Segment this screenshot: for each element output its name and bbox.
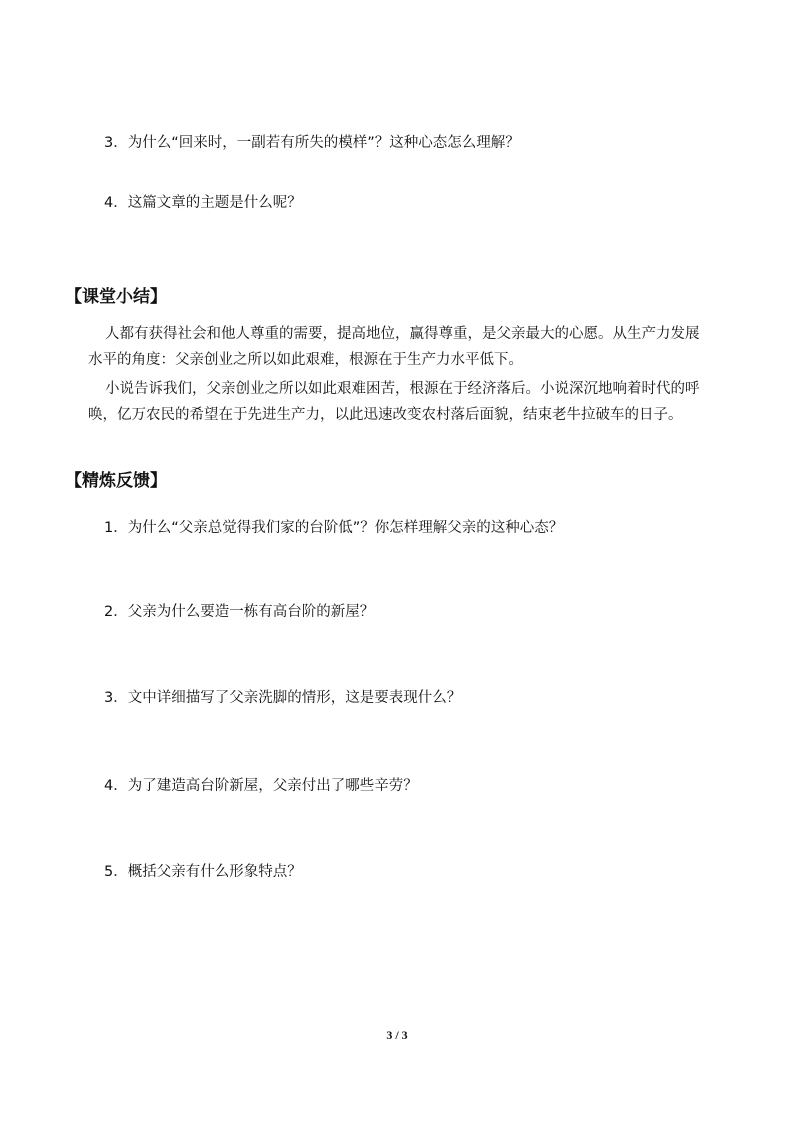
- section-title-feedback: 【精炼反馈】: [65, 471, 167, 491]
- question-4-top: 4．这篇文章的主题是什么呢？: [104, 195, 302, 211]
- feedback-question-1: 1．为什么“父亲总觉得我们家的台阶低”？你怎样理解父亲的这种心态？: [104, 520, 564, 536]
- page-number: 3 / 3: [386, 1028, 408, 1042]
- summary-paragraph-2: 小说告诉我们，父亲创业之所以如此艰难困苦，根源在于经济落后。小说深沉地响着时代的呼唤，亿万农民的希望在于先进生产力，以此迅速改变农村落后面貌，结束老牛拉破车的日子。: [88, 381, 700, 423]
- feedback-question-4: 4．为了建造高台阶新屋，父亲付出了哪些辛劳？: [104, 778, 418, 794]
- question-3-top: 3．为什么“回来时，一副若有所失的模样”？这种心态怎么理解？: [104, 135, 520, 151]
- feedback-question-3: 3．文中详细描写了父亲洗脚的情形，这是要表现什么？: [104, 690, 462, 706]
- summary-paragraph-1: 人都有获得社会和他人尊重的需要，提高地位，赢得尊重，是父亲最大的心愿。从生产力发展水平的角度：父亲创业之所以如此艰难，根源在于生产力水平低下。: [88, 326, 700, 368]
- feedback-question-2: 2．父亲为什么要造一栋有高台阶的新屋？: [104, 604, 375, 620]
- section-title-summary: 【课堂小结】: [65, 287, 167, 307]
- feedback-question-5: 5．概括父亲有什么形象特点？: [104, 864, 302, 880]
